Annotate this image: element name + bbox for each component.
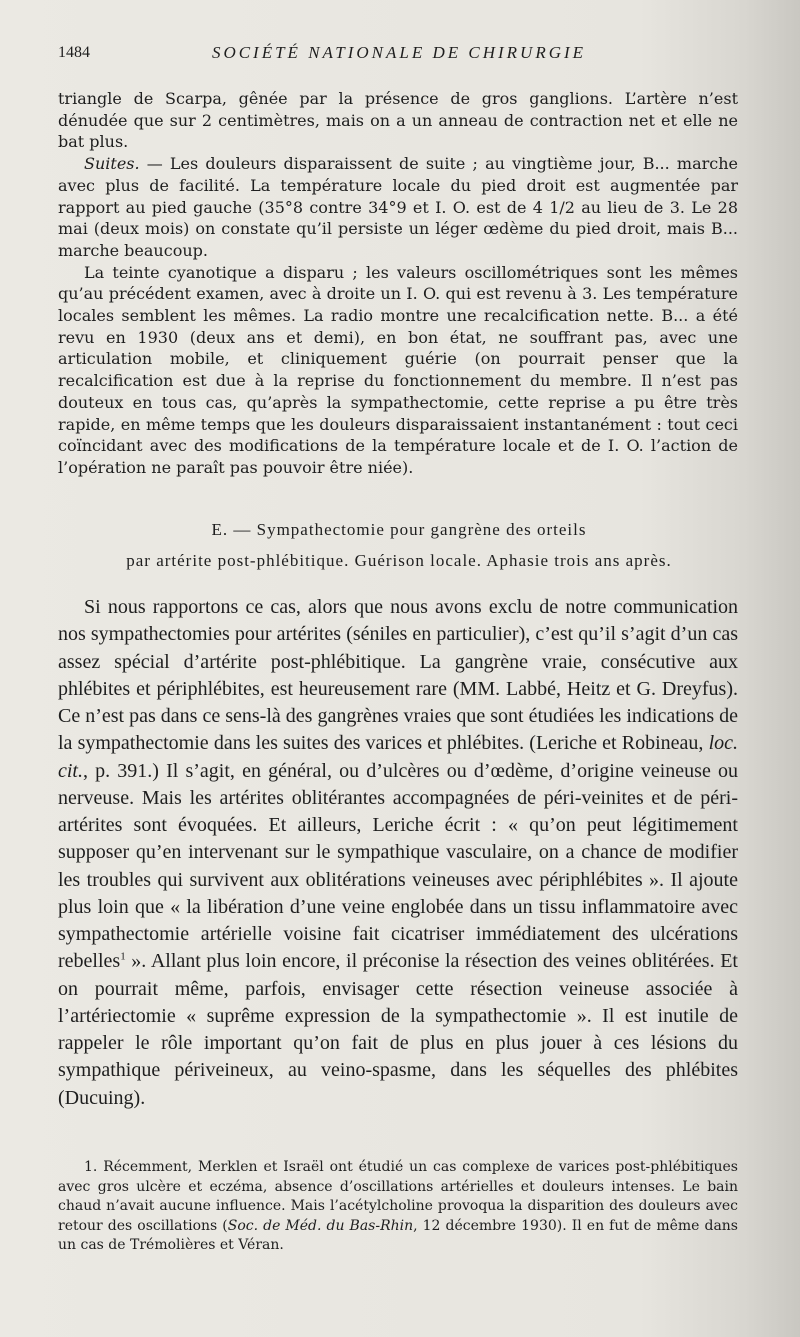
- discussion-part-3: ». Allant plus loin encore, il préconise la résection des veines oblitérées. Et on pourrait même, parfois, envisager cette résection veineuse associée à l’artériectomie « suprême expression de la sympathectomie ». Il est inutile de rappeler le rôle important qu’on fait de plus en plus jouer à ces lésions du sympathique périveineux, au veino-spasme, dans les séquelles des phlébites (Ducuing).: [58, 950, 738, 1109]
- footnote-journal: Soc. de Méd. du Bas-Rhin: [227, 1217, 414, 1234]
- footnote: [58, 1158, 738, 1256]
- running-title: SOCIÉTÉ NATIONALE DE CHIRURGIE: [211, 43, 587, 62]
- section-heading-line-2: par artérite post-phlébitique. Guérison locale. Aphasie trois ans après.: [126, 551, 672, 570]
- suites-label: Suites.: [84, 154, 140, 174]
- paragraph-continuation: triangle de Scarpa, gênée par la présence de gros ganglions. L’artère n’est dénudée que sur 2 centimètres, mais on a un anneau de contraction net et elle ne bat plus.: [58, 89, 738, 152]
- discussion-part-2: , p. 391.) Il s’agit, en général, ou d’ulcères ou d’œdème, d’origine veineuse ou nerveuse. Mais les artérites oblitérantes accompagnées de péri-veinites et de péri-artérites sont évoquées. Et ailleurs, Leriche écrit : « qu’on peut légitimement supposer qu’en intervenant sur le sympathique vasculaire, on a chance de modifier les troubles qui survivent aux oblitérations veineuses avec périphlébites ». Il ajoute plus loin que « la libération d’une veine englobée dans un tissu inflammatoire avec sympathectomie artérielle voisine fait cicatriser immédiatement des ulcérations rebelles: [58, 759, 738, 973]
- footnote-part-1: 1. Récemment, Merklen et Israël ont étudié un cas complexe de varices post-phlébitiques avec gros ulcère et eczéma, absence d’oscillations artérielles et douleurs intenses. Le bain chaud n’avait aucune influence. Mais l’acétylcholine provoqua la disparition des douleurs avec retour des oscillations (: [58, 1159, 738, 1234]
- citation-loc-cit: loc. cit.: [58, 732, 738, 782]
- footnote-part-2: , 12 décembre 1930). Il en fut de même dans un cas de Trémolières et Véran.: [58, 1217, 738, 1254]
- page-number: 1484: [58, 44, 90, 61]
- section-heading-line-1: E. — Sympathectomie pour gangrène des orteils: [211, 520, 587, 539]
- discussion-part-1: Si nous rapportons ce cas, alors que nous avons exclu de notre communication nos sympathectomies pour artérites (séniles en particulier), c’est qu’il s’agit d’un cas assez spécial d’artérite post-phlébitique. La gangrène vraie, consécutive aux phlébites et périphlébites, est heureusement rare (MM. Labbé, Heitz et G. Dreyfus). Ce n’est pas dans ce sens-là des gangrènes vraies que sont étudiées les indications de la sympathectomie dans les suites des varices et phlébites. (Leriche et Robineau,: [58, 596, 738, 755]
- section-heading: [58, 514, 740, 576]
- discussion-paragraph: [58, 594, 738, 1112]
- case-report-text: [58, 88, 738, 479]
- footnote-reference: 1: [120, 950, 126, 963]
- paragraph-suites: [58, 153, 738, 262]
- suites-text: — Les douleurs disparaissent de suite ; au vingtième jour, B... marche avec plus de facilité. La température locale du pied droit est augmentée par rapport au pied gauche (35°8 contre 34°9 et I. O. est de 4 1/2 au lieu de 3. Le 28 mai (deux mois) on constate qu’il persiste un léger œdème du pied droit, mais B... marche beaucoup.: [58, 154, 738, 260]
- page-header: [58, 40, 740, 68]
- paragraph-follow-up: La teinte cyanotique a disparu ; les valeurs oscillométriques sont les mêmes qu’au précédent examen, avec à droite un I. O. qui est revenu à 3. Les température locales semblent les mêmes. La radio montre une recalcification nette. B... a été revu en 1930 (deux ans et demi), en bon état, ne souffrant pas, avec une articulation mobile, et cliniquement guérie (on pourrait penser que la recalcification est due à la reprise du fonctionnement du membre. Il n’est pas douteux en tous cas, qu’après la sympathectomie, cette reprise a pu être très rapide, en même temps que les douleurs disparaissaient instantanément : tout ceci coïncidant avec des modifications de la température locale et de I. O. l’action de l’opération ne paraît pas pouvoir être niée).: [58, 262, 738, 477]
